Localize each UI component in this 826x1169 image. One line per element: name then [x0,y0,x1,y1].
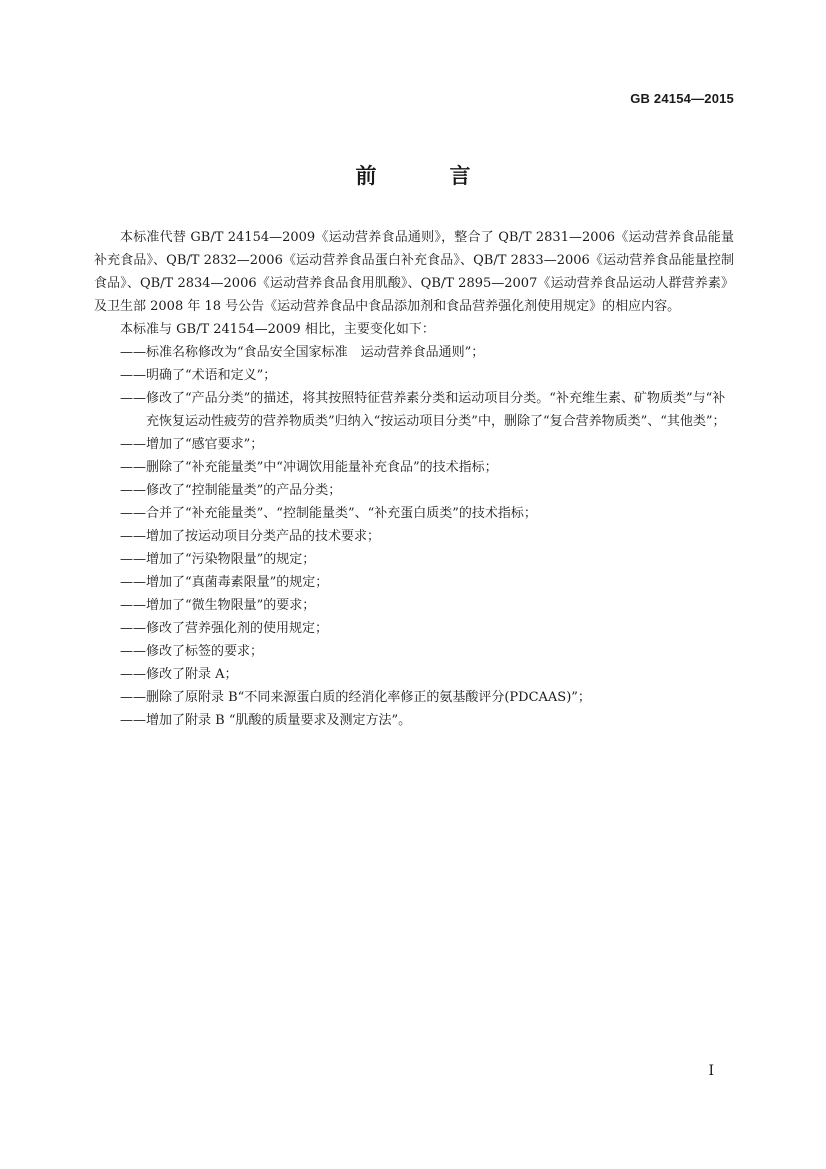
list-item: ——增加了按运动项目分类产品的技术要求； [120,529,381,544]
list-item: ——增加了附录 B “肌酸的质量要求及测定方法”。 [120,713,412,728]
changes-intro: 本标准与 GB/T 24154—2009 相比，主要变化如下： [120,322,435,337]
list-item: ——修改了标签的要求； [120,644,264,659]
list-item: ——增加了“污染物限量”的规定； [120,552,316,567]
list-item: ——修改了“产品分类”的描述，将其按照特征营养素分类和运动项目分类。“补充维生素、矿物质类”与“补充恢复运动性疲劳的营养物质类”归纳入“按运动项目分类”中，删除了“复合营养物质类”、“其他类”； [120,391,726,429]
list-item: ——合并了“补充能量类”、“控制能量类”、“补充蛋白质类”的技术指标； [120,506,537,521]
list-item: ——修改了附录 A； [120,667,238,682]
list-item: ——增加了“微生物限量”的要求； [120,598,316,613]
document-body [94,226,734,732]
list-item: ——修改了“控制能量类”的产品分类； [120,483,342,498]
list-item: ——标准名称修改为“食品安全国家标准 运动营养食品通则”； [120,345,485,360]
changes-list [94,341,734,732]
list-item: ——明确了“术语和定义”； [120,368,277,383]
list-item: ——增加了“真菌毒素限量”的规定； [120,575,329,590]
list-item: ——增加了“感官要求”； [120,437,264,452]
page-title: 前 言 [355,164,497,188]
list-item: ——修改了营养强化剂的使用规定； [120,621,329,636]
page-number: I [708,1063,714,1079]
standard-code: GB 24154—2015 [630,91,734,106]
intro-paragraph: 本标准代替 GB/T 24154—2009《运动营养食品通则》，整合了 QB/T 2831—2006《运动营养食品能量补充食品》、QB/T 2832—2006《运动营养食品蛋白补充食品》、QB/T 2833—2006《运动营养食品能量控制食品》、QB/T 2834—2006《运动营养食品食用肌酸》、QB/T 2895—2007《运动营养食品运动人群营养素》及卫生部 2008 年 18 号公告《运动营养食品中食品添加剂和食品营养强化剂使用规定》的相应内容。 [94,230,734,314]
list-item: ——删除了原附录 B“不同来源蛋白质的经消化率修正的氨基酸评分(PDCAAS)”； [120,690,591,705]
list-item: ——删除了“补充能量类”中“冲调饮用能量补充食品”的技术指标； [120,460,498,475]
